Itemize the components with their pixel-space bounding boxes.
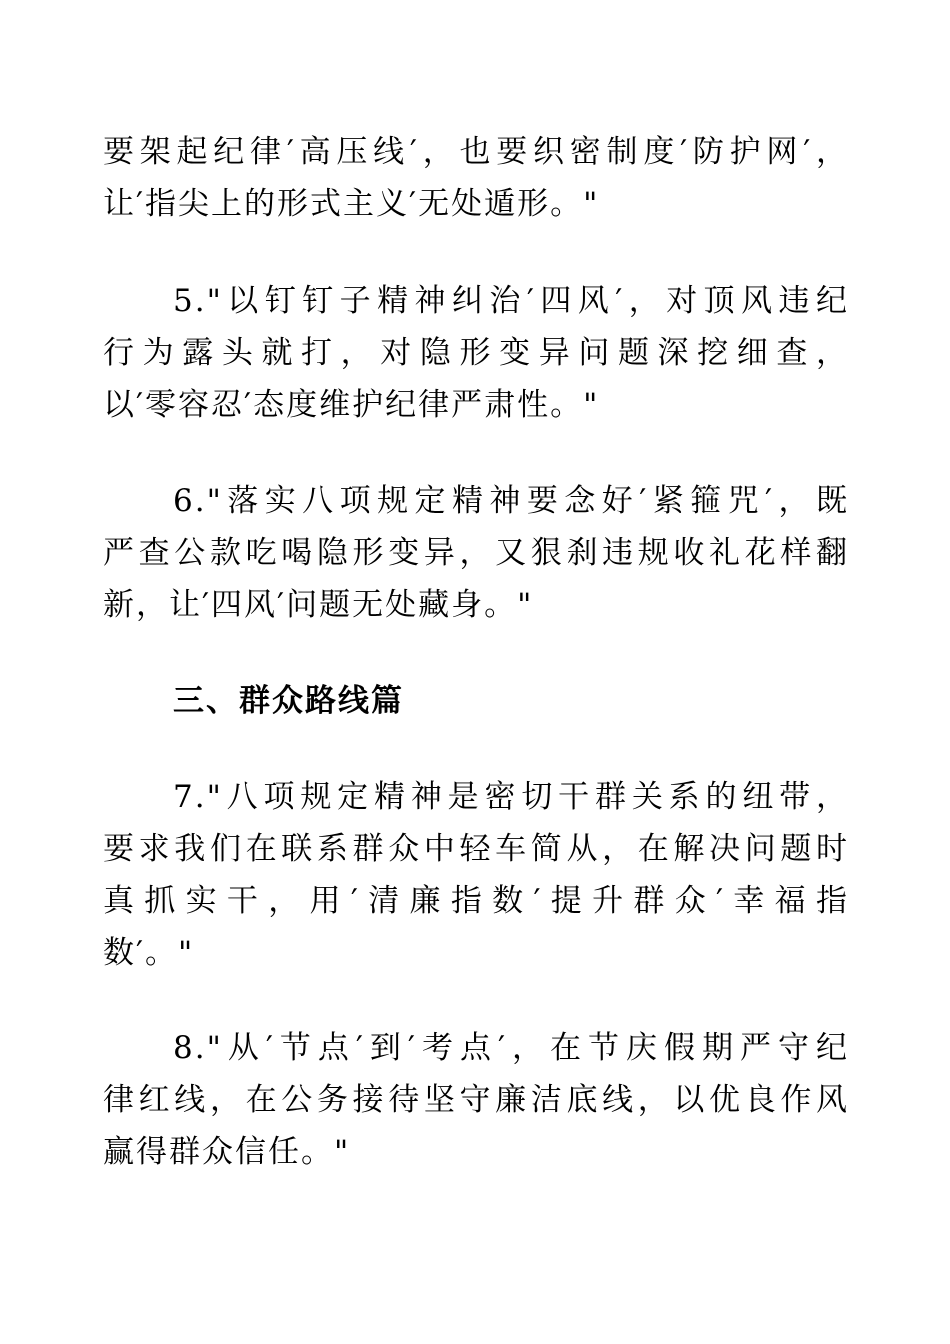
paragraph-item-8 — [103, 1022, 849, 1178]
paragraph-line: 以′零容忍′态度维护纪律严肃性。" — [103, 387, 600, 423]
paragraph-line: 6."落实八项规定精神要念好′紧箍咒′，既 — [173, 483, 849, 519]
paragraph-line: 真抓实干，用′清廉指数′提升群众′幸福指 — [103, 883, 849, 919]
section-heading: 三、群众路线篇 — [173, 683, 404, 719]
paragraph-item-6 — [103, 475, 849, 631]
paragraph-item-5 — [103, 275, 849, 431]
paragraph-line: 赢得群众信任。" — [103, 1134, 351, 1170]
paragraph-line: 律红线，在公务接待坚守廉洁底线，以优良作风 — [103, 1082, 849, 1118]
paragraph-line: 要架起纪律′高压线′，也要织密制度′防护网′， — [103, 134, 849, 170]
paragraph-line: 5."以钉钉子精神纠治′四风′，对顶风违纪 — [173, 283, 849, 319]
paragraph-continued — [103, 126, 849, 230]
paragraph-line: 让′指尖上的形式主义′无处遁形。" — [103, 186, 600, 222]
paragraph-item-7 — [103, 771, 849, 979]
paragraph-line: 严查公款吃喝隐形变异，又狠刹违规收礼花样翻 — [103, 535, 849, 571]
paragraph-line: 新，让′四风′问题无处藏身。" — [103, 587, 534, 623]
paragraph-line: 7."八项规定精神是密切干群关系的纽带， — [173, 779, 849, 815]
paragraph-line: 数′。" — [103, 935, 195, 971]
paragraph-line: 8."从′节点′到′考点′，在节庆假期严守纪 — [173, 1030, 849, 1066]
paragraph-line: 行为露头就打，对隐形变异问题深挖细查， — [103, 335, 849, 371]
paragraph-line: 要求我们在联系群众中轻车简从，在解决问题时 — [103, 831, 849, 867]
